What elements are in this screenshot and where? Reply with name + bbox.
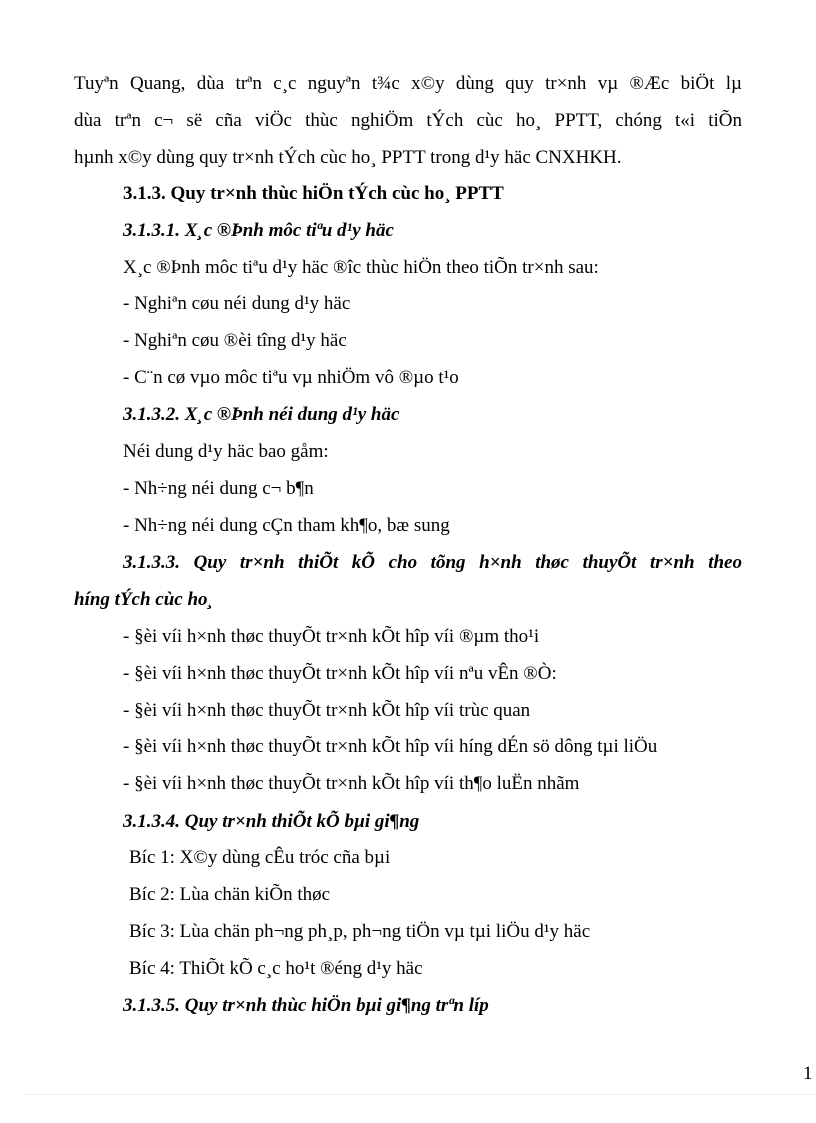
body-text: X¸c ®Þnh môc tiªu d¹y häc ®îc thùc hiÖn theo tiÕn tr×nh sau: xyxy=(123,257,599,278)
body-text: Néi dung d¹y häc bao gåm: xyxy=(123,441,329,462)
intro-line: dùa trªn c¬ së cña viÖc thùc nghiÖm tÝch cùc ho¸ PPTT, chóng t«i tiÕn xyxy=(74,110,742,131)
list-item: - §èi víi h×nh thøc thuyÕt tr×nh kÕt hîp víi trùc quan xyxy=(123,700,531,721)
section-heading: 3.1.3. Quy tr×nh thùc hiÖn tÝch cùc ho¸ PPTT xyxy=(123,183,504,204)
list-item: - §èi víi h×nh thøc thuyÕt tr×nh kÕt hîp víi th¶o luËn nhãm xyxy=(123,773,580,794)
page-number: 1 xyxy=(803,1063,813,1084)
list-item: - C¨n cø vµo môc tiªu vµ nhiÖm vô ®µo t¹o xyxy=(123,367,459,388)
list-item: - §èi víi h×nh thøc thuyÕt tr×nh kÕt hîp víi nªu vÊn ®Ò: xyxy=(123,663,557,684)
step-item: Bíc 2: Lùa chän kiÕn thøc xyxy=(129,884,331,905)
subsection-heading: 3.1.3.5. Quy tr×nh thùc hiÖn bµi gi¶ng trªn líp xyxy=(123,995,489,1016)
list-item: - §èi víi h×nh thøc thuyÕt tr×nh kÕt hîp víi ®µm tho¹i xyxy=(123,626,540,647)
subsection-heading: 3.1.3.4. Quy tr×nh thiÕt kÕ bµi gi¶ng xyxy=(123,811,420,832)
list-item: - §èi víi h×nh thøc thuyÕt tr×nh kÕt hîp víi híng dÉn sö dông tµi liÖu xyxy=(123,736,658,757)
list-item: - Nghiªn cøu néi dung d¹y häc xyxy=(123,293,351,314)
subsection-heading: 3.1.3.1. X¸c ®Þnh môc tiªu d¹y häc xyxy=(123,220,394,241)
subsection-heading: 3.1.3.3. Quy tr×nh thiÕt kÕ cho tõng h×nh thøc thuyÕt tr×nh theo xyxy=(123,552,742,573)
step-item: Bíc 3: Lùa chän ph¬ng ph¸p, ph¬ng tiÖn vµ tµi liÖu d¹y häc xyxy=(129,921,591,942)
list-item: - Nghiªn cøu ®èi tîng d¹y häc xyxy=(123,330,347,351)
intro-line: Tuyªn Quang, dùa trªn c¸c nguyªn t¾c x©y dùng quy tr×nh vµ ®Æc biÖt lµ xyxy=(74,73,742,94)
footer-divider xyxy=(24,1094,816,1095)
list-item: - Nh÷ng néi dung cÇn tham kh¶o, bæ sung xyxy=(123,515,450,536)
step-item: Bíc 1: X©y dùng cÊu tróc cña bµi xyxy=(129,847,391,868)
list-item: - Nh÷ng néi dung c¬ b¶n xyxy=(123,478,314,499)
intro-line: hµnh x©y dùng quy tr×nh tÝch cùc ho¸ PPTT trong d¹y häc CNXHKH. xyxy=(74,147,622,168)
subsection-heading: 3.1.3.2. X¸c ®Þnh néi dung d¹y häc xyxy=(123,404,400,425)
subsection-heading-continued: híng tÝch cùc ho¸ xyxy=(74,589,214,610)
step-item: Bíc 4: ThiÕt kÕ c¸c ho¹t ®éng d¹y häc xyxy=(129,958,423,979)
